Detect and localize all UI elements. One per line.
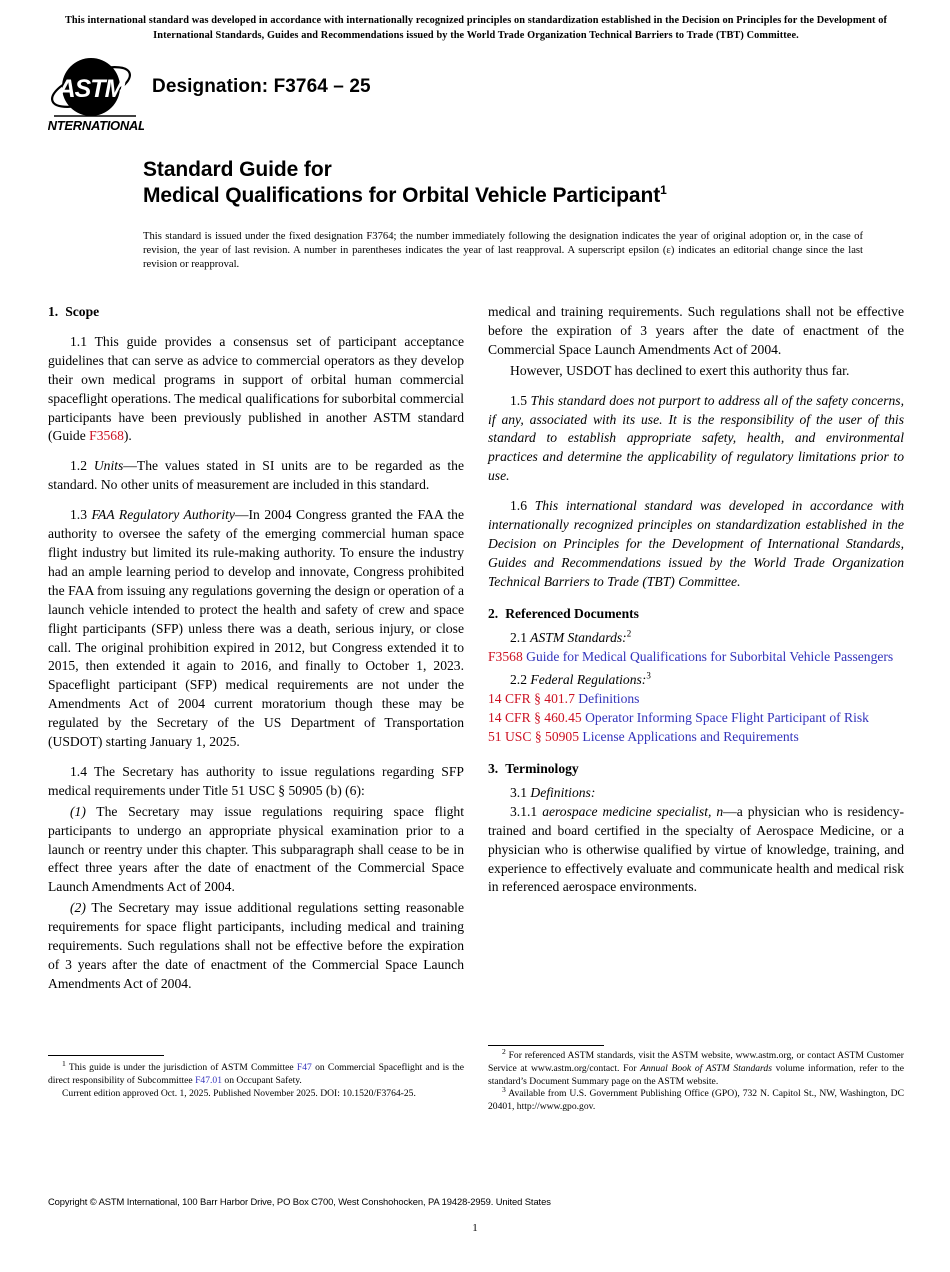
reference-title[interactable]: License Applications and Requirements (582, 729, 799, 745)
clause-text: This guide provides a consensus set of participant acceptance guidelines that can serve as advice to commercial operators as they develop their own medical programs in support of orbital human commercial spaceflight operations. The medical qualifications for suborbital commercial participants have been previously published in another ASTM standard (Guide (48, 333, 465, 444)
clause-item-number: (2) (70, 900, 86, 916)
subsection-2-1 (488, 629, 904, 648)
footnotes-left (48, 1058, 464, 1100)
clause-number: 1.4 (70, 763, 87, 779)
wto-banner: This international standard was developed in accordance with internationally recognized principles on standardization established in the Decision on Principles for the Development of International Standards, Guides and Recommendations issued by the World Trade Organization Technical Barriers to Trade (TBT) Committee. (64, 15, 888, 41)
paragraph-however: However, USDOT has declined to exert this authority thus far. (510, 362, 850, 378)
clause-text: —In 2004 Congress granted the FAA the authority to oversee the safety of the emerging commercial human space flight industry but limited its rule-making authority. To ensure the industry had an ample learning period to develop and innovate, Congress prohibited the FAA from issuing any regulations governing the design or operation of a launch vehicle intended to protect the health and safety of crew and space flight participants (SFP) unless there was a death, serious injury, or close call. The original prohibition expired in 2012, but Congress extended it to 2015, then extended it again to 2016, and finally to October 1, 2023. Spaceflight participant (SFP) medical requirements are not under the Amendments Act of 2004 current moratorium though these may be regulated by the Secretary of the US Department of Transportation (USDOT) starting January 1, 2025. (48, 507, 464, 750)
copyright-line: Copyright © ASTM International, 100 Barr Harbor Drive, PO Box C700, West Conshohocken, PA 19428-2959. United States (48, 1196, 551, 1207)
clause-number: 3.1 (510, 784, 527, 800)
clause-title: Definitions: (530, 784, 596, 800)
clause-text: The Secretary may issue additional regulations setting reasonable requirements for space flight participants, including medical and training requirements. Such regulations shall not be effective before the expiration of 3 years after the date of enactment of the Commercial Space Launch Amendments Act of 2004. (48, 900, 464, 991)
clause-text: The Secretary has authority to issue regulations regarding SFP medical requirements under Title 51 USC § 50905 (b) (6): (48, 763, 464, 798)
clause-title: Federal Regulations: (530, 672, 647, 688)
svg-text:INTERNATIONAL: INTERNATIONAL (48, 118, 144, 133)
reference-item-fedreg-1[interactable] (488, 709, 904, 728)
page-number: 1 (472, 1222, 478, 1234)
footnote-divider-left (48, 1055, 164, 1056)
reference-title[interactable]: Operator Informing Space Flight Participant of Risk (585, 710, 869, 726)
header-row (48, 56, 904, 136)
subsection-2-2 (488, 671, 904, 690)
left-column (48, 303, 464, 994)
paragraph-1-6 (488, 497, 904, 592)
subcommittee-link-f47-01[interactable]: F47.01 (195, 1074, 222, 1086)
footnote-1 (48, 1058, 464, 1088)
paragraph-1-4-item-2-continued: medical and training requirements. Such regulations shall not be effective before the expiration of 3 years after the date of enactment of the Commercial Space Launch Amendments Act of 2004. (488, 304, 904, 357)
clause-item-number: (1) (70, 803, 86, 819)
footnote-marker: 2 (626, 628, 632, 639)
section-title: Scope (65, 304, 100, 319)
footnote-edition: Current edition approved Oct. 1, 2025. Published November 2025. DOI: 10.1520/F3764-25. (62, 1087, 416, 1099)
footnote-text: This guide is under the jurisdiction of ASTM Committee (68, 1062, 297, 1073)
paragraph-1-3 (48, 506, 464, 752)
clause-text-end: ). (123, 428, 132, 444)
clause-number: 3.1.1 (510, 803, 538, 819)
footnote-italic: Annual Book of ASTM Standards (640, 1062, 772, 1074)
reference-title[interactable]: Definitions (578, 691, 640, 707)
standard-title (143, 157, 903, 209)
clause-number: 2.1 (510, 629, 527, 645)
reference-item-fedreg-0[interactable] (488, 690, 904, 709)
title-block (143, 157, 903, 209)
title-line-2: Medical Qualifications for Orbital Vehicle Participant (143, 184, 661, 207)
committee-link-f47[interactable]: F47 (296, 1062, 312, 1073)
section-heading-terminology (488, 760, 904, 779)
reference-link-f3568[interactable]: F3568 (89, 428, 124, 444)
footnote-text: on Occupant Safety. (222, 1074, 302, 1086)
paragraph-1-5 (488, 392, 904, 487)
clause-number: 1.1 (70, 333, 87, 349)
section-number: 2. (488, 605, 499, 621)
reference-id[interactable]: F3568 (488, 648, 523, 664)
paragraph-1-4-item-2 (48, 899, 464, 994)
clause-number: 1.5 (510, 392, 527, 408)
clause-text: —a physician who is residency-trained and board certified in the specialty of Aerospace Medicine, or a physician who is otherwise qualified by virtue of knowledge, training, and experience to effectively evaluate and communicate health and medical risk in referenced aerospace environments. (488, 803, 904, 895)
paragraph-1-2 (48, 457, 464, 495)
clause-title: ASTM Standards: (530, 629, 627, 645)
reference-item-astm-0[interactable] (488, 648, 904, 667)
footnote-text: For referenced ASTM standards, visit the ASTM website, www.astm.org, or contact ASTM Customer Service at www.astm.org/contact. For (488, 1050, 904, 1074)
footnote-3 (488, 1085, 904, 1114)
footnotes-right (488, 1046, 904, 1114)
clause-number: 2.2 (510, 672, 527, 688)
clause-term: Units (93, 458, 124, 474)
reference-id[interactable]: 51 USC § 50905 (488, 729, 580, 745)
footnote-text: Available from U.S. Government Publishing Office (GPO), 732 N. Capitol St., NW, Washington, DC 20401, http://www.gpo.gov. (488, 1088, 904, 1113)
reference-item-fedreg-2[interactable] (488, 728, 904, 747)
paragraph-1-1 (48, 333, 464, 446)
svg-text:ASTM: ASTM (57, 75, 125, 103)
clause-text: —The values stated in SI units are to be regarded as the standard. No other units of measurement are included in this standard. (48, 458, 464, 493)
section-number: 1. (48, 304, 59, 319)
clause-number: 1.6 (510, 498, 527, 514)
reference-title[interactable]: Guide for Medical Qualifications for Suborbital Vehicle Passengers (526, 648, 894, 664)
paragraph-1-4 (48, 763, 464, 801)
paragraph-3-1-1 (488, 803, 904, 898)
footnote-2 (488, 1046, 904, 1088)
designation-label: Designation: F3764 – 25 (152, 76, 371, 97)
issued-under-note: This standard is issued under the fixed designation F3764; the number immediately following the designation indicates the year of original adoption or, in the case of revision, the year of last revision. A number in parentheses indicates the year of last reapproval. A superscript epsilon (ε) indicates an editorial change since the last revision or reapproval. (143, 231, 863, 271)
footnote-marker: 3 (646, 670, 651, 681)
section-title: Terminology (505, 761, 579, 777)
right-column (488, 303, 904, 897)
footnote-text: volume information, refer to the standard’s Document Summary page on the ASTM website. (488, 1062, 904, 1087)
footnote-text: on Commercial Spaceflight and is the direct responsibility of Subcommittee (48, 1062, 464, 1086)
clause-text: The Secretary may issue regulations requiring space flight participants to undergo an appropriate physical examination prior to a launch or reentry under this chapter. This subparagraph shall cease to be in effect three years after the date of enactment of the Commercial Space Launch Amendments Act of 2004. (48, 803, 464, 895)
title-line-1: Standard Guide for (143, 158, 332, 181)
paragraph-1-4-item-1 (48, 803, 464, 898)
reference-id[interactable]: 14 CFR § 460.45 (488, 710, 582, 726)
section-heading-scope (48, 303, 464, 322)
clause-number: 1.2 (70, 458, 87, 474)
footnote-marker: 1 (62, 1058, 66, 1068)
section-number: 3. (488, 761, 499, 777)
clause-term: FAA Regulatory Authority (91, 507, 235, 523)
section-heading-referenced-documents (488, 605, 904, 624)
reference-id[interactable]: 14 CFR § 401.7 (488, 691, 575, 707)
footnote-marker: 2 (502, 1046, 506, 1056)
subsection-3-1 (488, 784, 904, 803)
clause-text: This international standard was developed in accordance with internationally recognized principles on standardization established in the Decision on Principles for the Development of International Standards, Guides and Recommendations issued by the World Trade Organization Technical Barriers to Trade (TBT) Committee. (488, 498, 904, 589)
defined-term: aerospace medicine specialist, n (542, 803, 724, 819)
astm-logo (48, 56, 144, 134)
section-title: Referenced Documents (505, 605, 639, 621)
footnote-marker: 3 (502, 1085, 506, 1095)
title-footnote-marker: 1 (660, 183, 667, 197)
clause-text: This standard does not purport to address all of the safety concerns, if any, associated with its use. It is the responsibility of the user of this standard to establish appropriate safety, health, and environmental practices and determine the applicability of regulatory limitations prior to use. (488, 392, 904, 484)
clause-number: 1.3 (70, 507, 87, 523)
